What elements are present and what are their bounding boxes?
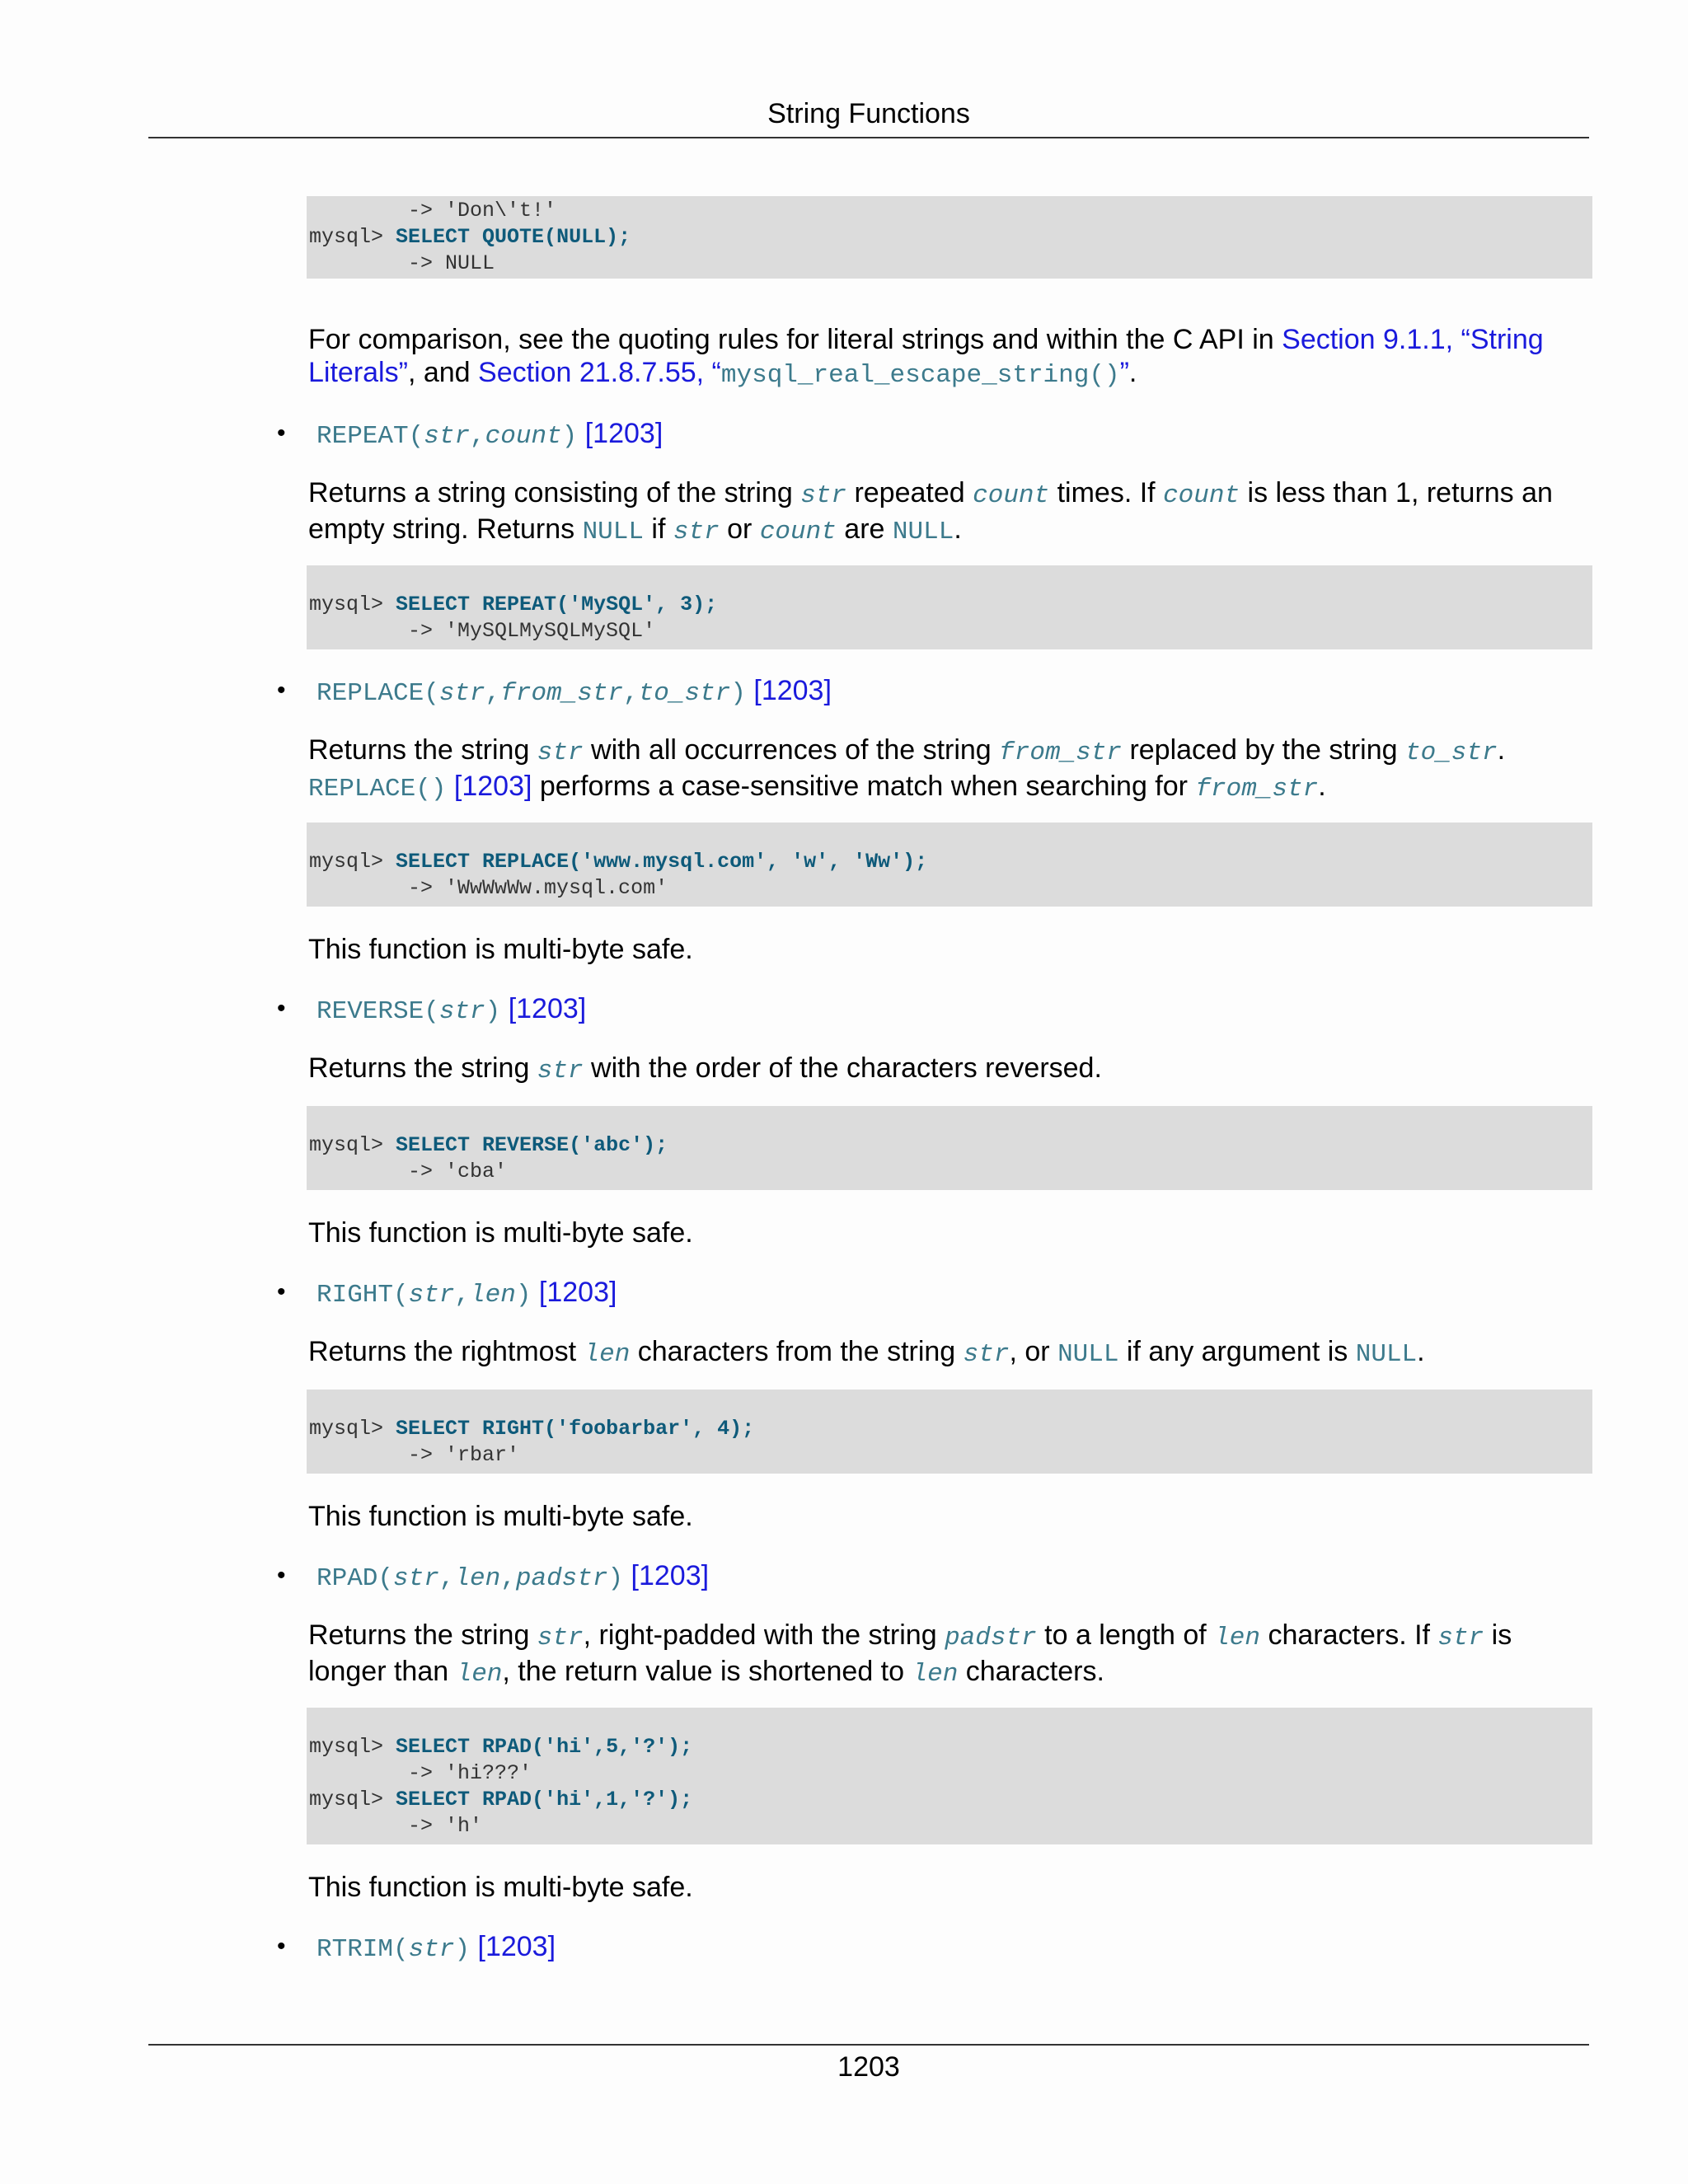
text: Returns a string consisting of the string [308, 477, 801, 509]
text: Returns the string [308, 1619, 537, 1651]
bullet-icon: • [277, 1278, 286, 1305]
argument: str [438, 679, 485, 708]
code-line [309, 1734, 1592, 1760]
text: . [1497, 734, 1506, 766]
code-line: -> NULL [309, 251, 495, 275]
section-link-string-literals[interactable]: Section 9.1.1, “String Literals” [308, 324, 1544, 388]
separator: , [623, 679, 639, 708]
argument: len [584, 1340, 631, 1369]
link-text[interactable]: Section 21.8.7.55, “ [478, 357, 721, 388]
repeat-description [308, 476, 1578, 549]
text: are [836, 513, 893, 545]
text: repeated [846, 477, 973, 509]
text: replaced by the string [1122, 734, 1405, 766]
function-heading-rpad [277, 1559, 710, 1596]
code-block-rpad [307, 1708, 1592, 1844]
code-line: -> 'hi???' [309, 1761, 532, 1785]
function-name: REVERSE( [316, 997, 439, 1026]
code-command: SELECT RPAD('hi',5,'?'); [396, 1735, 693, 1759]
code-block-repeat [307, 565, 1592, 649]
text: performs a case-sensitive match when searching for [532, 771, 1196, 802]
right-note: This function is multi-byte safe. [308, 1501, 693, 1532]
page-header: String Functions [767, 98, 970, 129]
function-name: REPLACE( [316, 679, 439, 708]
code-line: -> 'Don\'t!' [309, 199, 557, 223]
argument: len [1214, 1624, 1261, 1652]
page-ref-link[interactable]: [1203] [584, 418, 663, 449]
argument: from_str [999, 738, 1122, 767]
paren: ) [607, 1564, 624, 1593]
paren: ) [515, 1281, 532, 1310]
bullet-icon: • [277, 1933, 286, 1960]
function-name: RIGHT( [316, 1281, 409, 1310]
code-line [309, 1787, 1592, 1813]
replace-description [308, 733, 1578, 806]
argument: len [470, 1281, 516, 1310]
argument: count [759, 518, 837, 546]
code-command: SELECT QUOTE(NULL); [396, 225, 631, 249]
text: is longer than [308, 1619, 1512, 1687]
text: Returns the rightmost [308, 1336, 584, 1367]
text: with all occurrences of the string [583, 734, 1000, 766]
argument: str [408, 1935, 455, 1964]
right-description [308, 1335, 1578, 1371]
argument: count [485, 422, 562, 451]
argument: len [456, 1660, 503, 1689]
function-heading-replace [277, 674, 832, 710]
argument: len [912, 1660, 959, 1689]
code-block-replace [307, 823, 1592, 907]
separator: , [485, 679, 501, 708]
text: to a length of [1036, 1619, 1215, 1651]
code-line: -> 'h' [309, 1814, 483, 1838]
text: times. If [1049, 477, 1164, 509]
argument: str [408, 1281, 455, 1310]
section-link-escape-string[interactable] [478, 357, 1129, 388]
page-ref-link[interactable]: [1203] [631, 1560, 710, 1591]
page-ref-link[interactable]: [1203] [508, 993, 587, 1024]
argument: count [1163, 481, 1240, 510]
bullet-icon: • [277, 1562, 286, 1589]
literal: NULL [892, 518, 954, 546]
bullet-icon: • [277, 995, 286, 1022]
paren: ) [730, 679, 746, 708]
code-line: -> 'cba' [309, 1160, 508, 1183]
function-name: REPEAT( [316, 422, 424, 451]
function-heading-rtrim [277, 1930, 556, 1966]
function-name: RTRIM( [316, 1935, 409, 1964]
text: if any argument is [1118, 1336, 1356, 1367]
argument: str [537, 1624, 584, 1652]
code-line [309, 224, 1592, 251]
reverse-note: This function is multi-byte safe. [308, 1217, 693, 1249]
page-number: 1203 [837, 2051, 900, 2083]
text: , or [1009, 1336, 1058, 1367]
code-line [309, 1416, 1592, 1442]
page-ref-link[interactable]: [1203] [753, 675, 832, 706]
function-heading-repeat [277, 417, 663, 453]
function-name: RPAD( [316, 1564, 394, 1593]
text: , the return value is shortened to [502, 1656, 912, 1687]
reverse-description [308, 1052, 1578, 1088]
function-name: REPLACE() [308, 775, 447, 804]
comparison-paragraph [308, 323, 1578, 392]
separator: , [470, 422, 485, 451]
argument: padstr [515, 1564, 608, 1593]
text: if [643, 513, 673, 545]
argument: count [973, 481, 1050, 510]
code-prompt: mysql> [309, 1788, 396, 1811]
code-line [309, 592, 1592, 618]
separator: , [438, 1564, 455, 1593]
code-block-right [307, 1390, 1592, 1474]
text: Returns the string [308, 1052, 537, 1084]
code-command: SELECT REPLACE('www.mysql.com', 'w', 'Ww'); [396, 850, 928, 874]
argument: str [800, 481, 846, 510]
link-text[interactable]: ” [1119, 357, 1129, 388]
literal: NULL [1057, 1340, 1119, 1369]
paren: ) [454, 1935, 471, 1964]
code-command: SELECT REPEAT('MySQL', 3); [396, 593, 718, 616]
text: is less than 1, returns an empty string. Returns [308, 477, 1553, 545]
footer-rule [148, 2044, 1589, 2046]
paren: ) [485, 997, 501, 1026]
argument: len [454, 1564, 501, 1593]
argument: str [537, 1057, 584, 1085]
code-block-reverse [307, 1106, 1592, 1190]
function-heading-right [277, 1276, 617, 1312]
code-line: -> 'MySQLMySQLMySQL' [309, 619, 656, 643]
code-prompt: mysql> [309, 850, 396, 874]
text: . [1417, 1336, 1425, 1367]
separator: , [500, 1564, 516, 1593]
text: characters. [958, 1656, 1104, 1687]
bullet-icon: • [277, 419, 286, 447]
function-heading-reverse [277, 992, 587, 1029]
header-rule [148, 137, 1589, 138]
text: . [954, 513, 962, 545]
paren: ) [561, 422, 578, 451]
code-block-quote [307, 196, 1592, 279]
code-prompt: mysql> [309, 225, 396, 249]
bullet-icon: • [277, 677, 286, 704]
code-command: SELECT RIGHT('foobarbar', 4); [396, 1417, 755, 1441]
argument: to_str [1404, 738, 1498, 767]
text: with the order of the characters reversed. [583, 1052, 1102, 1084]
code-line [309, 1132, 1592, 1159]
code-line: -> 'rbar' [309, 1443, 520, 1467]
rpad-description [308, 1619, 1578, 1691]
argument: str [537, 738, 584, 767]
page-ref-link[interactable]: [1203] [453, 771, 532, 802]
text: or [719, 513, 760, 545]
text: , right-padded with the string [583, 1619, 945, 1651]
code-prompt: mysql> [309, 1417, 396, 1441]
argument: str [393, 1564, 439, 1593]
argument: from_str [1195, 775, 1319, 804]
literal: NULL [1355, 1340, 1418, 1369]
argument: padstr [945, 1624, 1037, 1652]
code-command: SELECT RPAD('hi',1,'?'); [396, 1788, 693, 1811]
code-line [309, 849, 1592, 875]
argument: str [424, 422, 471, 451]
separator: , [454, 1281, 471, 1310]
text: characters. If [1260, 1619, 1438, 1651]
code-prompt: mysql> [309, 593, 396, 616]
text: For comparison, see the quoting rules for literal strings and within the C API in [308, 324, 1282, 355]
text: characters from the string [630, 1336, 964, 1367]
text: Returns the string [308, 734, 537, 766]
text: . [1128, 357, 1137, 388]
page-ref-link[interactable]: [1203] [477, 1931, 556, 1962]
replace-note: This function is multi-byte safe. [308, 934, 693, 965]
literal: NULL [582, 518, 644, 546]
argument: str [438, 997, 485, 1026]
argument: str [673, 518, 720, 546]
code-command: SELECT REVERSE('abc'); [396, 1133, 668, 1157]
argument: str [1437, 1624, 1484, 1652]
argument: str [963, 1340, 1010, 1369]
link-code[interactable]: mysql_real_escape_string() [720, 361, 1120, 390]
argument: from_str [500, 679, 624, 708]
code-prompt: mysql> [309, 1133, 396, 1157]
page-ref-link[interactable]: [1203] [538, 1277, 617, 1308]
code-line: -> 'WwWwWw.mysql.com' [309, 876, 668, 900]
rpad-note: This function is multi-byte safe. [308, 1872, 693, 1903]
argument: to_str [638, 679, 731, 708]
text: . [1318, 771, 1326, 802]
text: , and [407, 357, 479, 388]
code-prompt: mysql> [309, 1735, 396, 1759]
